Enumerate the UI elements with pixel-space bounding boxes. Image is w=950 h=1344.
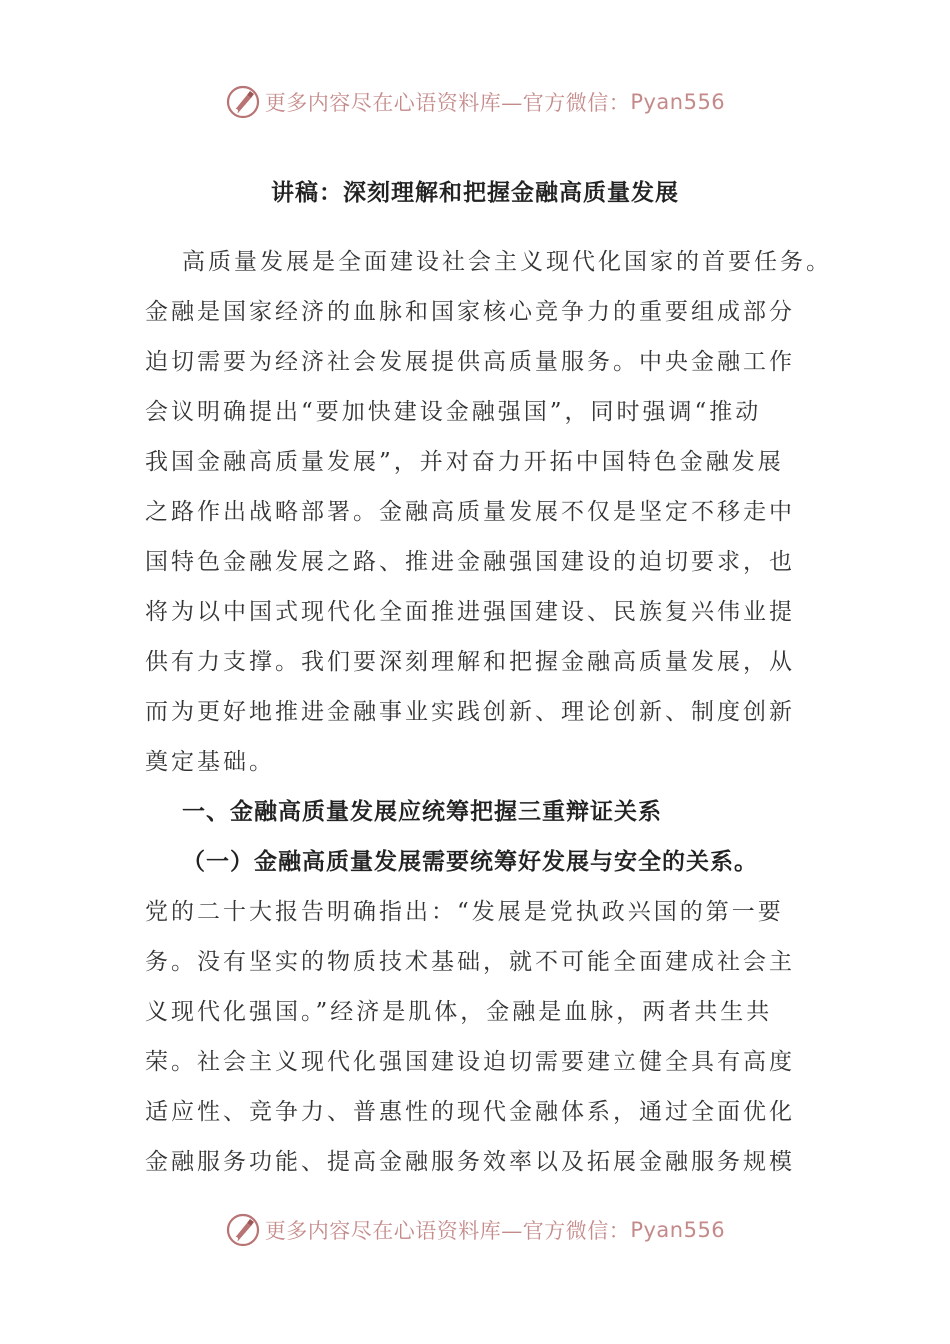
- paragraph-line: 适应性、竞争力、普惠性的现代金融体系，通过全面优化: [145, 1099, 795, 1125]
- paragraph-line: 而为更好地推进金融事业实践创新、理论创新、制度创新: [145, 699, 795, 725]
- footer-banner: [0, 1210, 950, 1250]
- banner-wechat-id: Pyan556: [630, 90, 726, 114]
- paragraph-line: 义现代化强国。”经济是肌体，金融是血脉，两者共生共: [145, 999, 773, 1025]
- paragraph-line: 供有力支撑。我们要深刻理解和把握金融高质量发展，从: [145, 649, 795, 675]
- paragraph-line: 将为以中国式现代化全面推进强国建设、民族复兴伟业提: [145, 599, 795, 625]
- paragraph-line: 荣。社会主义现代化强国建设迫切需要建立健全具有高度: [145, 1049, 795, 1075]
- header-banner: [0, 82, 950, 122]
- paragraph-line: 金融服务功能、提高金融服务效率以及拓展金融服务规模: [145, 1149, 795, 1175]
- pen-nib-logo-icon: [225, 1212, 261, 1248]
- pen-nib-logo-icon: [225, 84, 261, 120]
- paragraph-line: 高质量发展是全面建设社会主义现代化国家的首要任务。: [182, 249, 832, 275]
- paragraph-line: 金融是国家经济的血脉和国家核心竞争力的重要组成部分: [145, 299, 795, 325]
- paragraph-line: 奠定基础。: [145, 749, 275, 775]
- banner-text: 更多内容尽在心语资料库—官方微信：: [264, 1219, 631, 1243]
- paragraph-line: 国特色金融发展之路、推进金融强国建设的迫切要求，也: [145, 549, 795, 575]
- paragraph-line: 迫切需要为经济社会发展提供高质量服务。中央金融工作: [145, 349, 795, 375]
- section-heading: 一、金融高质量发展应统筹把握三重辩证关系: [182, 799, 662, 825]
- banner-wechat-id: Pyan556: [630, 1218, 726, 1242]
- subsection-heading: （一）金融高质量发展需要统筹好发展与安全的关系。: [182, 849, 758, 875]
- paragraph-line: 会议明确提出“要加快建设金融强国”，同时强调“推动: [145, 399, 762, 425]
- paragraph-line: 务。没有坚实的物质技术基础，就不可能全面建成社会主: [145, 949, 795, 975]
- paragraph-line: 我国金融高质量发展”，并对奋力开拓中国特色金融发展: [145, 449, 784, 475]
- paragraph-line: 党的二十大报告明确指出：“发展是党执政兴国的第一要: [145, 899, 784, 925]
- paragraph-line: 之路作出战略部署。金融高质量发展不仅是坚定不移走中: [145, 499, 795, 525]
- document-title: 讲稿：深刻理解和把握金融高质量发展: [271, 180, 679, 206]
- banner-text: 更多内容尽在心语资料库—官方微信：: [264, 91, 631, 115]
